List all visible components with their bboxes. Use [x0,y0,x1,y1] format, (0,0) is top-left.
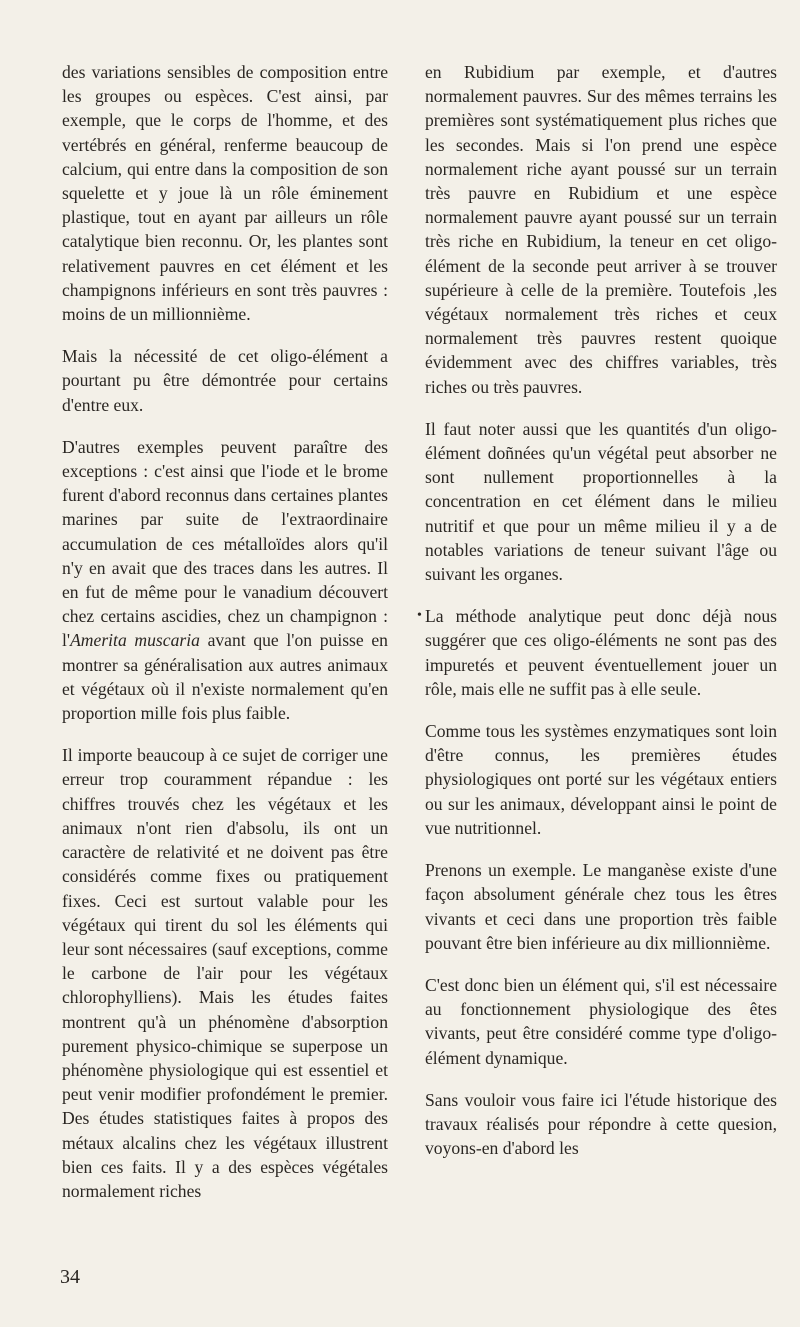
paragraph: Prenons un exemple. Le manganèse existe d'une façon absolument générale chez tous les êtres vivants et ceci dans une proportion très faible pouvant être bien inférieure au dix millionnième. [425,860,777,953]
right-column [417,60,777,1178]
paragraph: Il importe beaucoup à ce sujet de corriger une erreur trop couramment répandue : les chiffres trouvés chez les végétaux et les animaux n'ont rien d'absolu, ils ont un caractère de relativité et ne doivent pas être considérés comme fixes ou pratiquement fixes. Ceci est surtout valable pour les végétaux qui tirent du sol les éléments qui leur sont nécessaires (sauf exceptions, comme le carbone de l'air pour les végétaux chlorophylliens). Mais les études faites montrent qu'à un phénomène d'absorption purement physico-chimique se superpose un phénomène physiologique qui est essentiel et peut venir modifier profondément le premier. Des études statistiques faites à propos des métaux alcalins chez les végétaux illustrent bien ces faits. Il y a des espèces végétales normalement riches [62,745,388,1201]
species-name: Amerita muscaria [70,630,200,651]
paragraph: des variations sensibles de composition entre les groupes ou espèces. C'est ainsi, par exemple, que le corps de l'homme, et des vertébrés en général, renferme beaucoup de calcium, qui entre dans la composition de son squelette et y joue là un rôle éminement plastique, tout en ayant par ailleurs un rôle catalytique bien reconnu. Or, les plantes sont relativement pauvres en cet élément et les champignons inférieurs en sont très pauvres : moins de un millionnième. [62,62,388,325]
paragraph: Mais la nécessité de cet oligo-élément a pourtant pu être démontrée pour certains d'entre eux. [62,346,388,415]
paragraph-text: l' [62,630,71,651]
paragraph [62,435,388,725]
paragraph: en Rubidium par exemple, et d'autres normalement pauvres. Sur des mêmes terrains les premières sont systématiquement plus riches que les secondes. Mais si l'on prend une espèce normalement riche ayant poussé sur un terrain très pauvre en Rubidium et une espèce normalement pauvre ayant poussé sur un terrain très riche en Rubidium, la teneur en cet oligo-élément de la seconde peut arriver à se trouver supérieure à celle de la première. Toutefois ,les végétaux normalement très riches et ceux normalement très pauvres restent quoique évidemment avec des chiffres variables, très riches ou très pauvres. [425,62,777,397]
paragraph: C'est donc bien un élément qui, s'il est nécessaire au fonctionnement physiologique des êtes vivants, peut être considéré comme type d'oligo-élément dynamique. [425,974,777,1068]
paragraph: Sans vouloir vous faire ici l'étude historique des travaux réalisés pour répondre à cette quesion, voyons-en d'abord les [425,1089,777,1159]
left-column [62,60,388,1221]
paragraph-text: avant que l'on puisse en montrer sa généralisation aux autres animaux et végétaux où il n'existe normalement qu'en proportion mille fois plus faible. [62,630,388,724]
paragraph-text: D'autres exemples peuvent paraître des exceptions : c'est ainsi que l'iode et le brome furent d'abord reconnus dans certaines plantes marines par suite de l'extraordinaire accumulation de ces métalloïdes alors qu'il n'y en avait que des traces dans les autres. Il en fut de même pour le vanadium découvert chez certains ascidies, chez un champignon : [62,436,388,627]
paragraph: Il faut noter aussi que les quantités d'un oligo-élément doñnées qu'un végétal peut absorber ne sont nullement proportionnelles à la concentration en cet élément dans le milieu nutritif et que pour un même milieu il y a de notables variations de teneur suivant l'âge ou suivant les organes. [425,418,777,585]
paragraph: Comme tous les systèmes enzymatiques sont loin d'être connus, les premières études physiologiques ont porté sur les végétaux entiers ou sur les animaux, développant ainsi le point de vue nutritionnel. [425,721,777,838]
paragraph-text: La méthode analytique peut donc déjà nous suggérer que ces oligo-éléments ne sont pas des impuretés et peuvent éventuellement jouer un rôle, mais elle ne suffit pas à elle seule. [425,606,777,699]
bullet-mark: • [417,608,422,624]
paragraph [417,604,777,701]
page-number: 34 [60,1266,80,1288]
